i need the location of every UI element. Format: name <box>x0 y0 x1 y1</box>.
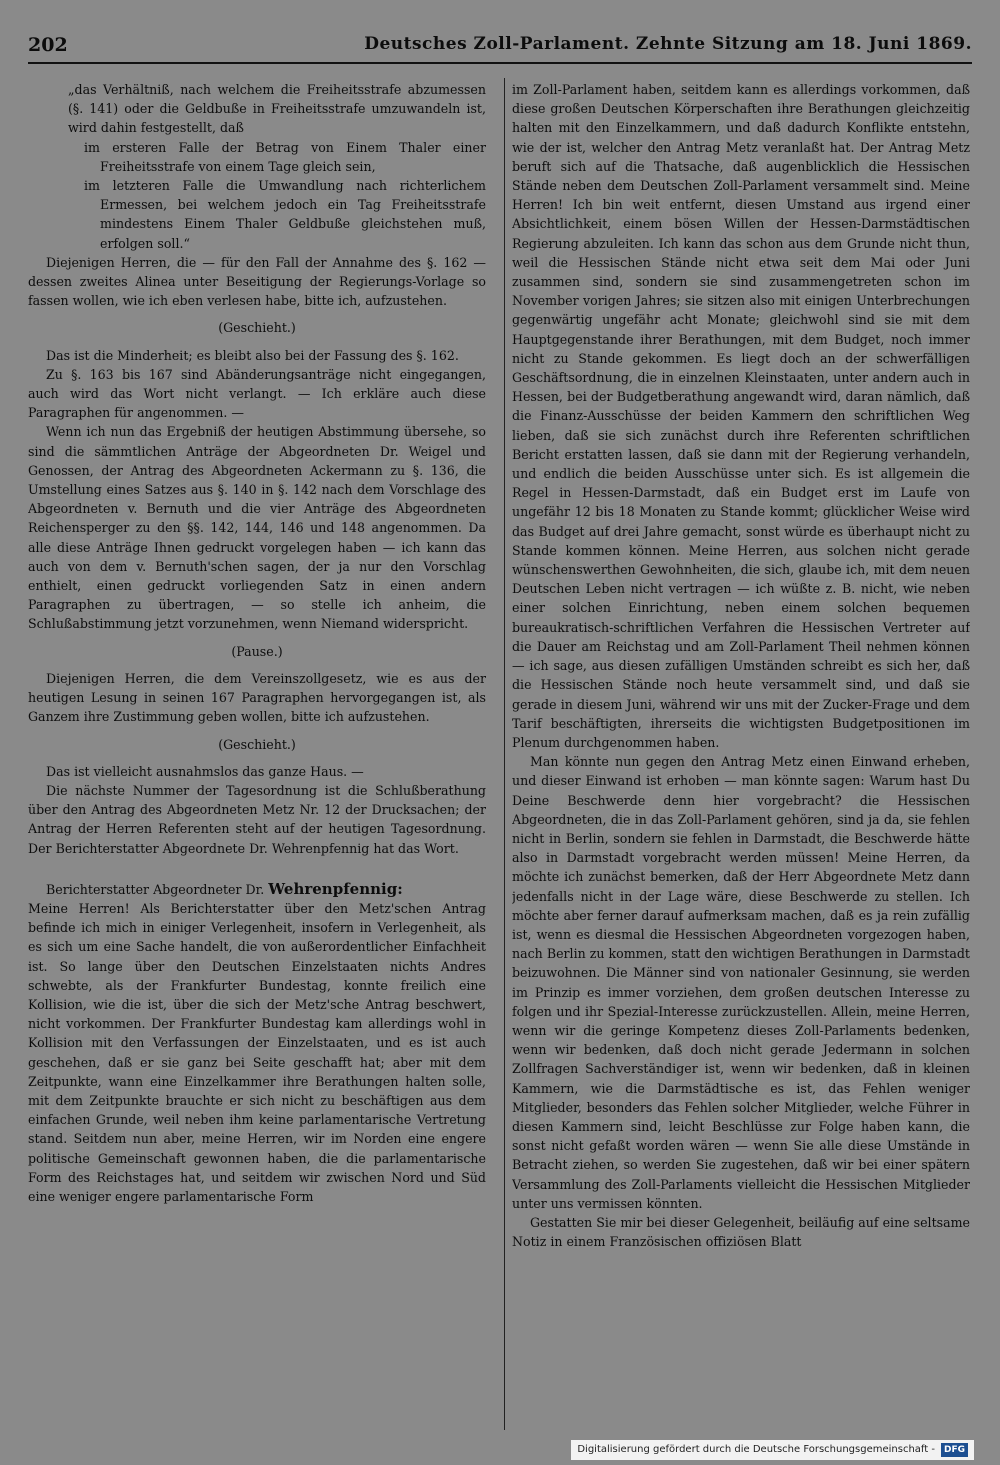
quote-item-2: im letzteren Falle die Umwandlung nach richterlichem Ermessen, bei welchem jedoch ein Tag Freiheitsstrafe mindestens Einem Thaler Geldbuße gleichstehen muß, erfolgen soll.“ <box>84 178 486 251</box>
paragraph: Man könnte nun gegen den Antrag Metz einen Einwand erheben, und dieser Einwand ist erhoben — man könnte sagen: Warum hast Du Deine Beschwerde denn hier vorgebracht? die Hessischen Abgeordneten, die in das Zoll-Parlament gehören, sind ja da, sie fehlen nicht in Berlin, sondern sie fehlen in Darmstadt, die Beschwerde hätte also in Darmstadt vorgebracht werden müssen! Meine Herren, da möchte ich zunächst bemerken, daß der Herr Abgeordnete Metz dann jedenfalls nicht in der Lage wäre, diese Beschwerde zu stellen. Ich möchte aber ferner darauf aufmerksam machen, daß es ja rein zufällig ist, wenn es diesmal die Hessischen Abgeordneten vorgezogen haben, nach Berlin zu kommen, statt den wichtigen Berathungen in Darmstadt beizuwohnen. Die Männer sind von nationaler Gesinnung, sie werden im Prinzip es immer vorziehen, dem großen deutschen Interesse zu folgen und ihr Spezial-Interesse zurückzustellen. Allein, meine Herren, wenn wir die geringe Kompetenz dieses Zoll-Parlaments bedenken, wenn wir bedenken, daß doch nicht gerade Jedermann in solchen Zollfragen Sachverständiger ist, wenn wir bedenken, daß in kleinen Kammern, wie die Darmstädtische es ist, das Fehlen weniger Mitglieder, besonders das Fehlen solcher Mitglieder, welche Führer in diesen Kammern sind, leicht Beschlüsse zur Folge haben kann, die sonst nicht gefaßt worden wären — wenn Sie alle diese Umstände in Betracht ziehen, so werden Sie zugestehen, daß wir bei einer spätern Versammlung des Zoll-Parlaments vielleicht die Hessischen Mitglieder unter uns vermissen könnten. <box>512 754 970 1211</box>
paragraph: Meine Herren! Als Berichterstatter über den Metz'schen Antrag befinde ich mich in einiger Verlegenheit, insofern in Verlegenheit, als es sich um eine Sache handelt, die von außerordentlicher Einfachheit ist. So lange über den Deutschen Einzelstaaten nichts Andres schwebte, als der Frankfurter Bundestag, konnte freilich eine Kollision, wie die ist, über die sich der Metz'sche Antrag beschwert, nicht vorkommen. Der Frankfurter Bundestag kam allerdings wohl in Kollision mit den Verfassungen der Einzelstaaten, und es ist auch geschehen, daß er sie ganz bei Seite geschafft hat; aber mit dem Zeitpunkte, wann eine Einzelkammer ihre Berathungen halten solle, mit dem Zeitpunkte brauchte er sich nicht zu beschäftigen aus dem einfachen Grunde, weil neben ihm keine parlamentarische Vertretung stand. Seitdem nun aber, meine Herren, wir im Norden eine engere politische Gemeinschaft gewonnen haben, die die parlamentarische Form des Reichstages hat, und seitdem wir zwischen Nord und Süd eine weniger engere parlamentarische Form <box>28 900 486 1204</box>
quote-item-1: im ersteren Falle der Betrag von Einem Thaler einer Freiheitsstrafe von einem Tage gleich sein, <box>84 139 486 174</box>
speaker-line <box>28 880 486 899</box>
paragraph: Das ist vielleicht ausnahmslos das ganze Haus. — <box>46 763 364 779</box>
column-divider <box>504 78 505 1430</box>
right-column <box>512 80 970 1430</box>
page-header <box>28 30 972 60</box>
header-rule <box>28 62 972 64</box>
speaker-intro: Berichterstatter Abgeordneter Dr. <box>46 881 265 897</box>
stage-direction: (Geschieht.) <box>218 736 296 752</box>
paragraph: Zu §. 163 bis 167 sind Abänderungsanträge nicht eingegangen, auch wird das Wort nicht verlangt. — Ich erkläre auch diese Paragraphen für angenommen. — <box>28 366 486 421</box>
digitization-footer <box>571 1440 974 1460</box>
speaker-name: Wehrenpfennig: <box>268 879 403 898</box>
dfg-logo-icon: DFG <box>941 1443 968 1457</box>
quote-intro: „das Verhältniß, nach welchem die Freiheitsstrafe abzumessen (§. 141) oder die Geldbuße in Freiheitsstrafe umzuwandeln ist, wird dahin festgestellt, daß <box>68 82 486 136</box>
paragraph: Wenn ich nun das Ergebniß der heutigen Abstimmung übersehe, so sind die sämmtlichen Anträge der Abgeordneten Dr. Weigel und Genossen, der Antrag des Abgeordneten Ackermann zu §. 136, die Umstellung eines Satzes aus §. 140 in §. 142 nach dem Vorschlage des Abgeordneten v. Bernuth und die vier Anträge des Abgeordneten Reichensperger zu den §§. 142, 144, 146 und 148 angenommen. Da alle diese Anträge Ihnen gedruckt vorgelegen haben — ich kann das auch von dem v. Bernuth'schen sagen, der ja nur den Vorschlag enthielt, einen gedruckt vorliegenden Satz in einen andern Paragraphen zu übertragen, — so stelle ich anheim, die Schlußabstimmung jetzt vorzunehmen, wenn Niemand widerspricht. <box>28 424 486 632</box>
stage-direction: (Geschieht.) <box>218 320 296 336</box>
paragraph: Die nächste Nummer der Tagesordnung ist die Schlußberathung über den Antrag des Abgeordneten Metz Nr. 12 der Drucksachen; der Antrag der Herren Referenten steht auf der heutigen Tagesordnung. Der Berichterstatter Abgeordnete Dr. Wehrenpfennig hat das Wort. <box>28 782 486 856</box>
left-column <box>28 80 486 1430</box>
running-title: Deutsches Zoll-Parlament. Zehnte Sitzung am 18. Juni 1869. <box>364 34 972 54</box>
footer-text: Digitalisierung gefördert durch die Deutsche Forschungsgemeinschaft - <box>577 1444 935 1455</box>
paragraph: Das ist die Minderheit; es bleibt also bei der Fassung des §. 162. <box>46 347 459 363</box>
paragraph: Diejenigen Herren, die — für den Fall der Annahme des §. 162 — dessen zweites Alinea unter Beseitigung der Regierungs-Vorlage so fassen wollen, wie ich eben verlesen habe, bitte ich, aufzustehen. <box>28 254 486 309</box>
page-number: 202 <box>28 34 68 56</box>
quoted-amendment <box>28 80 486 253</box>
paragraph: im Zoll-Parlament haben, seitdem kann es allerdings vorkommen, daß diese großen Deutschen Körperschaften ihre Berathungen gleichzeitig halten mit den Einzelkammern, und daß dadurch Konflikte entstehn, wie der ist, welcher den Antrag Metz veranlaßt hat. Der Antrag Metz beruft sich auf die Thatsache, daß augenblicklich die Hessischen Stände neben dem Deutschen Zoll-Parlament versammelt sind. Meine Herren! Ich bin weit entfernt, diesen Umstand aus irgend einer Absichtlichkeit, einem bösen Willen der Hessen-Darmstädtischen Regierung abzuleiten. Ich kann das schon aus dem Grunde nicht thun, weil die Hessischen Stände nicht etwa seit dem Mai oder Juni zusammen sind, sondern sie sind zusammengetreten schon im November vorigen Jahres; sie sitzen also mit einigen Unterbrechungen gegenwärtig ungefähr acht Monate; gleichwohl sind sie mit dem Hauptgegenstande ihrer Berathungen, mit dem Budget, noch immer nicht zu Stande gekommen. Es liegt doch an der schwerfälligen Geschäftsordnung, die in einzelnen Kleinstaaten, unter andern auch in Hessen, bei der Budgetberathung angewandt wird, daran nämlich, daß die Finanz-Ausschüsse der beiden Kammern den schriftlichen Weg lieben, daß sie sich zunächst durch ihre Referenten schriftlichen Bericht erstatten lassen, daß sie dann mit der Regierung verhandeln, und endlich die beiden Ausschüsse unter sich. Es ist allgemein die Regel in Hessen-Darmstadt, daß ein Budget erst im Laufe von ungefähr 12 bis 18 Monaten zu Stande kommt; glücklicher Weise wird das Budget auf drei Jahre gemacht, sonst würde es überhaupt nicht zu Stande kommen können. Meine Herren, aus solchen nicht gerade wünschenswerthen Gewohnheiten, die sich, glaube ich, mit dem neuen Deutschen Leben nicht vertragen — ich wüßte z. B. nicht, wie neben einer solchen Einrichtung, neben einem solchen bequemen bureaukratisch-schriftlichen Verfahren die Hessischen Vertreter auf die Dauer am Reichstag und am Zoll-Parlament Theil nehmen können — ich sage, aus diesen zufälligen Umständen schreibt es sich her, daß die Hessischen Stände noch heute versammelt sind, und daß sie gerade in diesem Juni, während wir uns mit der Zucker-Frage und dem Tarif beschäftigten, ihrerseits die wichtigsten Budgetpositionen im Plenum durchgenommen haben. <box>512 82 970 750</box>
stage-direction: (Pause.) <box>231 643 283 659</box>
paragraph: Gestatten Sie mir bei dieser Gelegenheit, beiläufig auf eine seltsame Notiz in einem Französischen offiziösen Blatt <box>512 1214 970 1250</box>
paragraph: Diejenigen Herren, die dem Vereinszollgesetz, wie es aus der heutigen Lesung in seinen 167 Paragraphen hervorgegangen ist, als Ganzem ihre Zustimmung geben wollen, bitte ich aufzustehen. <box>28 670 486 725</box>
section-gap <box>28 858 486 880</box>
